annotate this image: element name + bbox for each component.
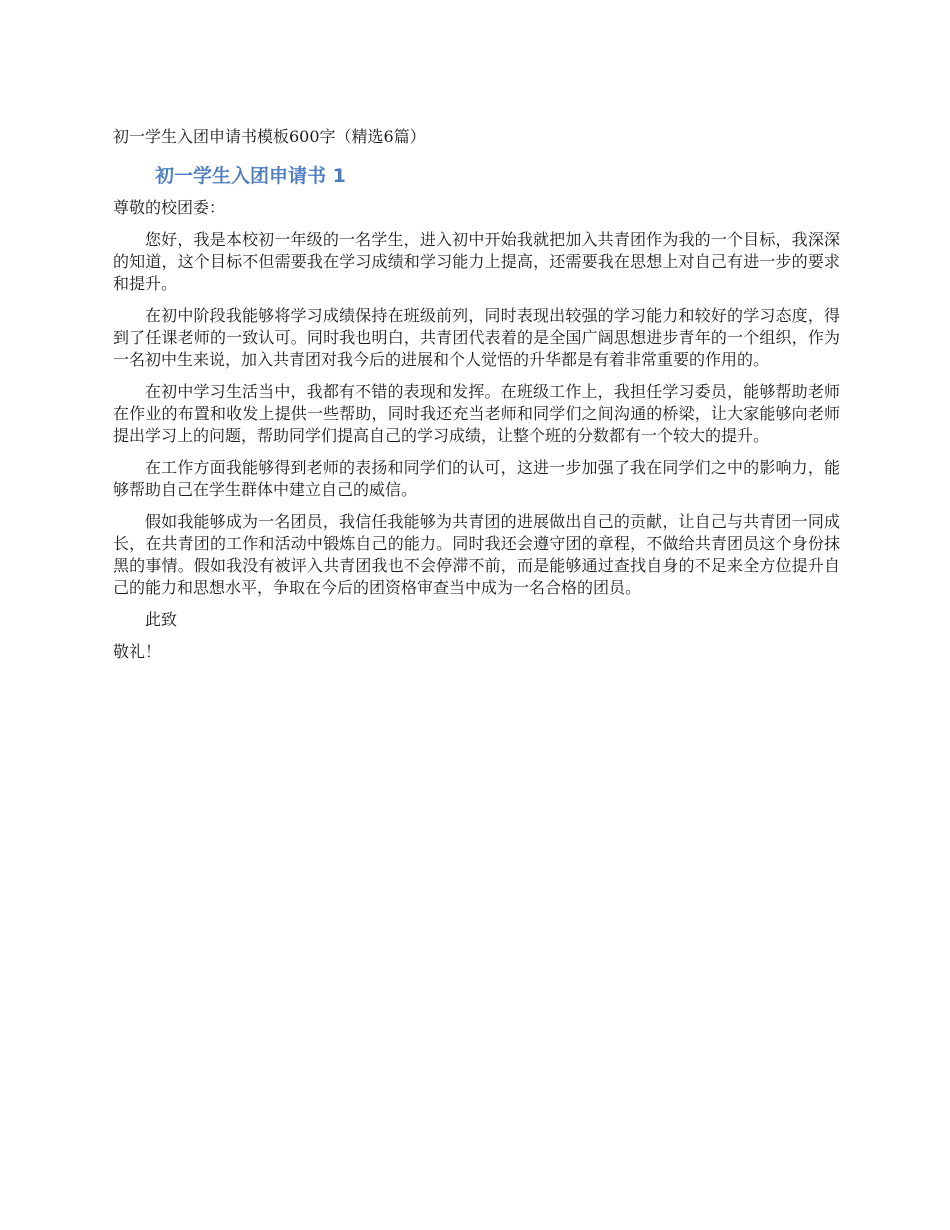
section-heading: 初一学生入团申请书 1 — [155, 165, 346, 187]
body-paragraph: 在初中阶段我能够将学习成绩保持在班级前列，同时表现出较强的学习能力和较好的学习态度，得到了任课老师的一致认可。同时我也明白，共青团代表着的是全国广阔思想进步青年的一个组织，作为一名初中生来说，加入共青团对我今后的进展和个人觉悟的升华都是有着非常重要的作用的。 — [113, 306, 840, 369]
body-paragraph: 假如我能够成为一名团员，我信任我能够为共青团的进展做出自己的贡献，让自己与共青团一同成长，在共青团的工作和活动中锻炼自己的能力。同时我还会遵守团的章程，不做给共青团员这个身份抹黑的事情。假如我没有被评入共青团我也不会停滞不前，而是能够通过查找自身的不足来全方位提升自己的能力和思想水平，争取在今后的团资格审查当中成为一名合格的团员。 — [113, 512, 840, 597]
body-paragraph: 在工作方面我能够得到老师的表扬和同学们的认可，这进一步加强了我在同学们之中的影响力，能够帮助自己在学生群体中建立自己的威信。 — [113, 458, 840, 499]
closing-phrase: 此致 — [145, 610, 178, 629]
body-paragraph: 在初中学习生活当中，我都有不错的表现和发挥。在班级工作上，我担任学习委员，能够帮助老师在作业的布置和收发上提供一些帮助，同时我还充当老师和同学们之间沟通的桥梁，让大家能够向老师提出学习上的问题，帮助同学们提高自己的学习成绩，让整个班的分数都有一个较大的提升。 — [113, 382, 840, 445]
body-paragraph: 您好，我是本校初一年级的一名学生，进入初中开始我就把加入共青团作为我的一个目标，我深深的知道，这个目标不但需要我在学习成绩和学习能力上提高，还需要我在思想上对自己有进一步的要求和提升。 — [113, 230, 840, 293]
document-page — [113, 125, 840, 663]
regards-line: 敬礼！ — [113, 642, 162, 661]
salutation: 尊敬的校团委： — [113, 198, 226, 217]
document-title: 初一学生入团申请书模板600字（精选6篇） — [113, 127, 426, 146]
